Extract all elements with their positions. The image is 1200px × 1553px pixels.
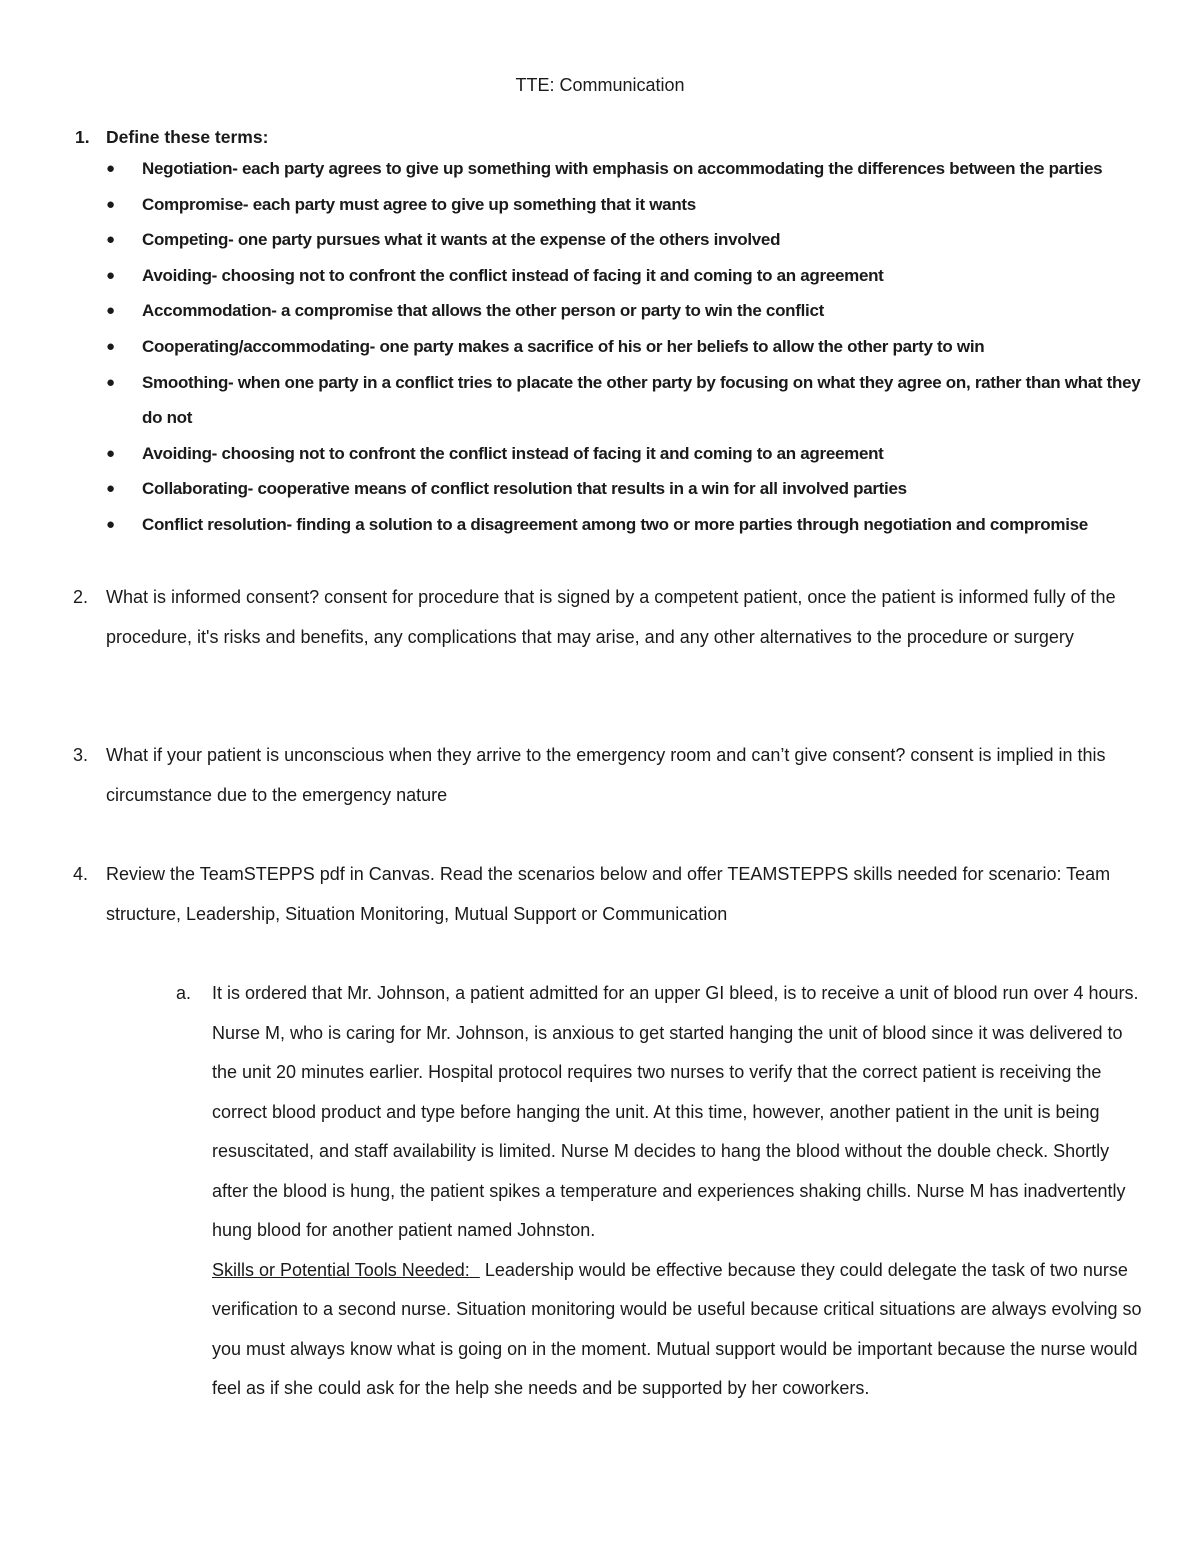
question-3-number: 3.	[73, 745, 89, 765]
term-text: Avoiding- choosing not to confront the conflict instead of facing it and coming to an agreement	[142, 443, 884, 463]
skills-label-gap	[470, 1260, 480, 1280]
term-text: Smoothing- when one party in a conflict tries to placate the other party by focusing on what they agree on, rather than what they do not	[142, 372, 1141, 428]
term-text: Collaborating- cooperative means of conflict resolution that results in a win for all involved parties	[142, 479, 907, 499]
term-item	[0, 471, 1142, 507]
term-item	[0, 507, 1142, 543]
bullet-icon: ●	[106, 195, 115, 213]
bullet-icon: ●	[106, 373, 115, 391]
document-title: TTE: Communication	[515, 75, 685, 95]
bullet-icon: ●	[106, 160, 115, 177]
terms-list	[0, 151, 1200, 543]
skills-label: Skills or Potential Tools Needed:	[212, 1259, 470, 1280]
term-item	[0, 365, 1142, 436]
question-1-label: Define these terms:	[106, 127, 269, 147]
skills-answer: Leadership would be effective because they could delegate the task of two nurse verification to a second nurse. Situation monitoring would be useful because critical situations are always evolving so you must always know what is going on in the moment. Mutual support would be important because the nurse would feel as if she could ask for the help she needs and be supported by her coworkers.	[212, 1259, 1142, 1398]
scenario-a	[212, 974, 1142, 1409]
bullet-icon: ●	[106, 337, 115, 355]
question-3-text: What if your patient is unconscious when they arrive to the emergency room and can’t give consent? consent is implied in this circumstance due to the emergency nature	[106, 745, 1106, 805]
term-item	[0, 151, 1142, 187]
bullet-icon: ●	[106, 515, 115, 533]
question-4-number: 4.	[73, 864, 89, 884]
term-item	[0, 329, 1142, 365]
term-item	[0, 222, 1142, 258]
term-text: Conflict resolution- finding a solution to a disagreement among two or more parties through negotiation and compromise	[142, 514, 1088, 534]
term-text: Avoiding- choosing not to confront the conflict instead of facing it and coming to an agreement	[142, 265, 884, 285]
bullet-icon: ●	[106, 231, 115, 249]
term-text: Cooperating/accommodating- one party makes a sacrifice of his or her beliefs to allow the other party to win	[142, 336, 985, 356]
question-2-text: What is informed consent? consent for procedure that is signed by a competent patient, once the patient is informed fully of the procedure, it's risks and benefits, any complications that may arise, and any other alternatives to the procedure or surgery	[106, 587, 1116, 647]
term-text: Accommodation- a compromise that allows the other person or party to win the conflict	[142, 301, 824, 321]
question-2-number: 2.	[73, 587, 89, 607]
bullet-icon: ●	[106, 266, 115, 284]
question-1-number: 1.	[75, 127, 90, 147]
term-text: Compromise- each party must agree to give up something that it wants	[142, 194, 696, 214]
term-item	[0, 258, 1142, 294]
bullet-icon: ●	[106, 480, 115, 498]
question-4-text: Review the TeamSTEPPS pdf in Canvas. Read the scenarios below and offer TEAMSTEPPS skills needed for scenario: Team structure, Leadership, Situation Monitoring, Mutual Support or Communication	[106, 864, 1111, 924]
scenario-a-skills	[212, 1251, 1142, 1409]
term-text: Competing- one party pursues what it wants at the expense of the others involved	[142, 230, 781, 250]
bullet-icon: ●	[106, 302, 115, 320]
term-item	[0, 436, 1142, 472]
scenario-a-text: It is ordered that Mr. Johnson, a patient admitted for an upper GI bleed, is to receive a unit of blood run over 4 hours. Nurse M, who is caring for Mr. Johnson, is anxious to get started hanging the unit of blood since it was delivered to the unit 20 minutes earlier. Hospital protocol requires two nurses to verify that the correct patient is receiving the correct blood product and type before hanging the unit. At this time, however, another patient in the unit is being resuscitated, and staff availability is limited. Nurse M decides to hang the blood without the double check. Shortly after the blood is hung, the patient spikes a temperature and experiences shaking chills. Nurse M has inadvertently hung blood for another patient named Johnston.	[212, 983, 1139, 1240]
term-text: Negotiation- each party agrees to give up something with emphasis on accommodating the differences between the parties	[142, 159, 1103, 178]
scenario-a-letter: a.	[176, 983, 192, 1003]
bullet-icon: ●	[106, 444, 115, 462]
term-item	[0, 293, 1142, 329]
term-item	[0, 187, 1142, 223]
